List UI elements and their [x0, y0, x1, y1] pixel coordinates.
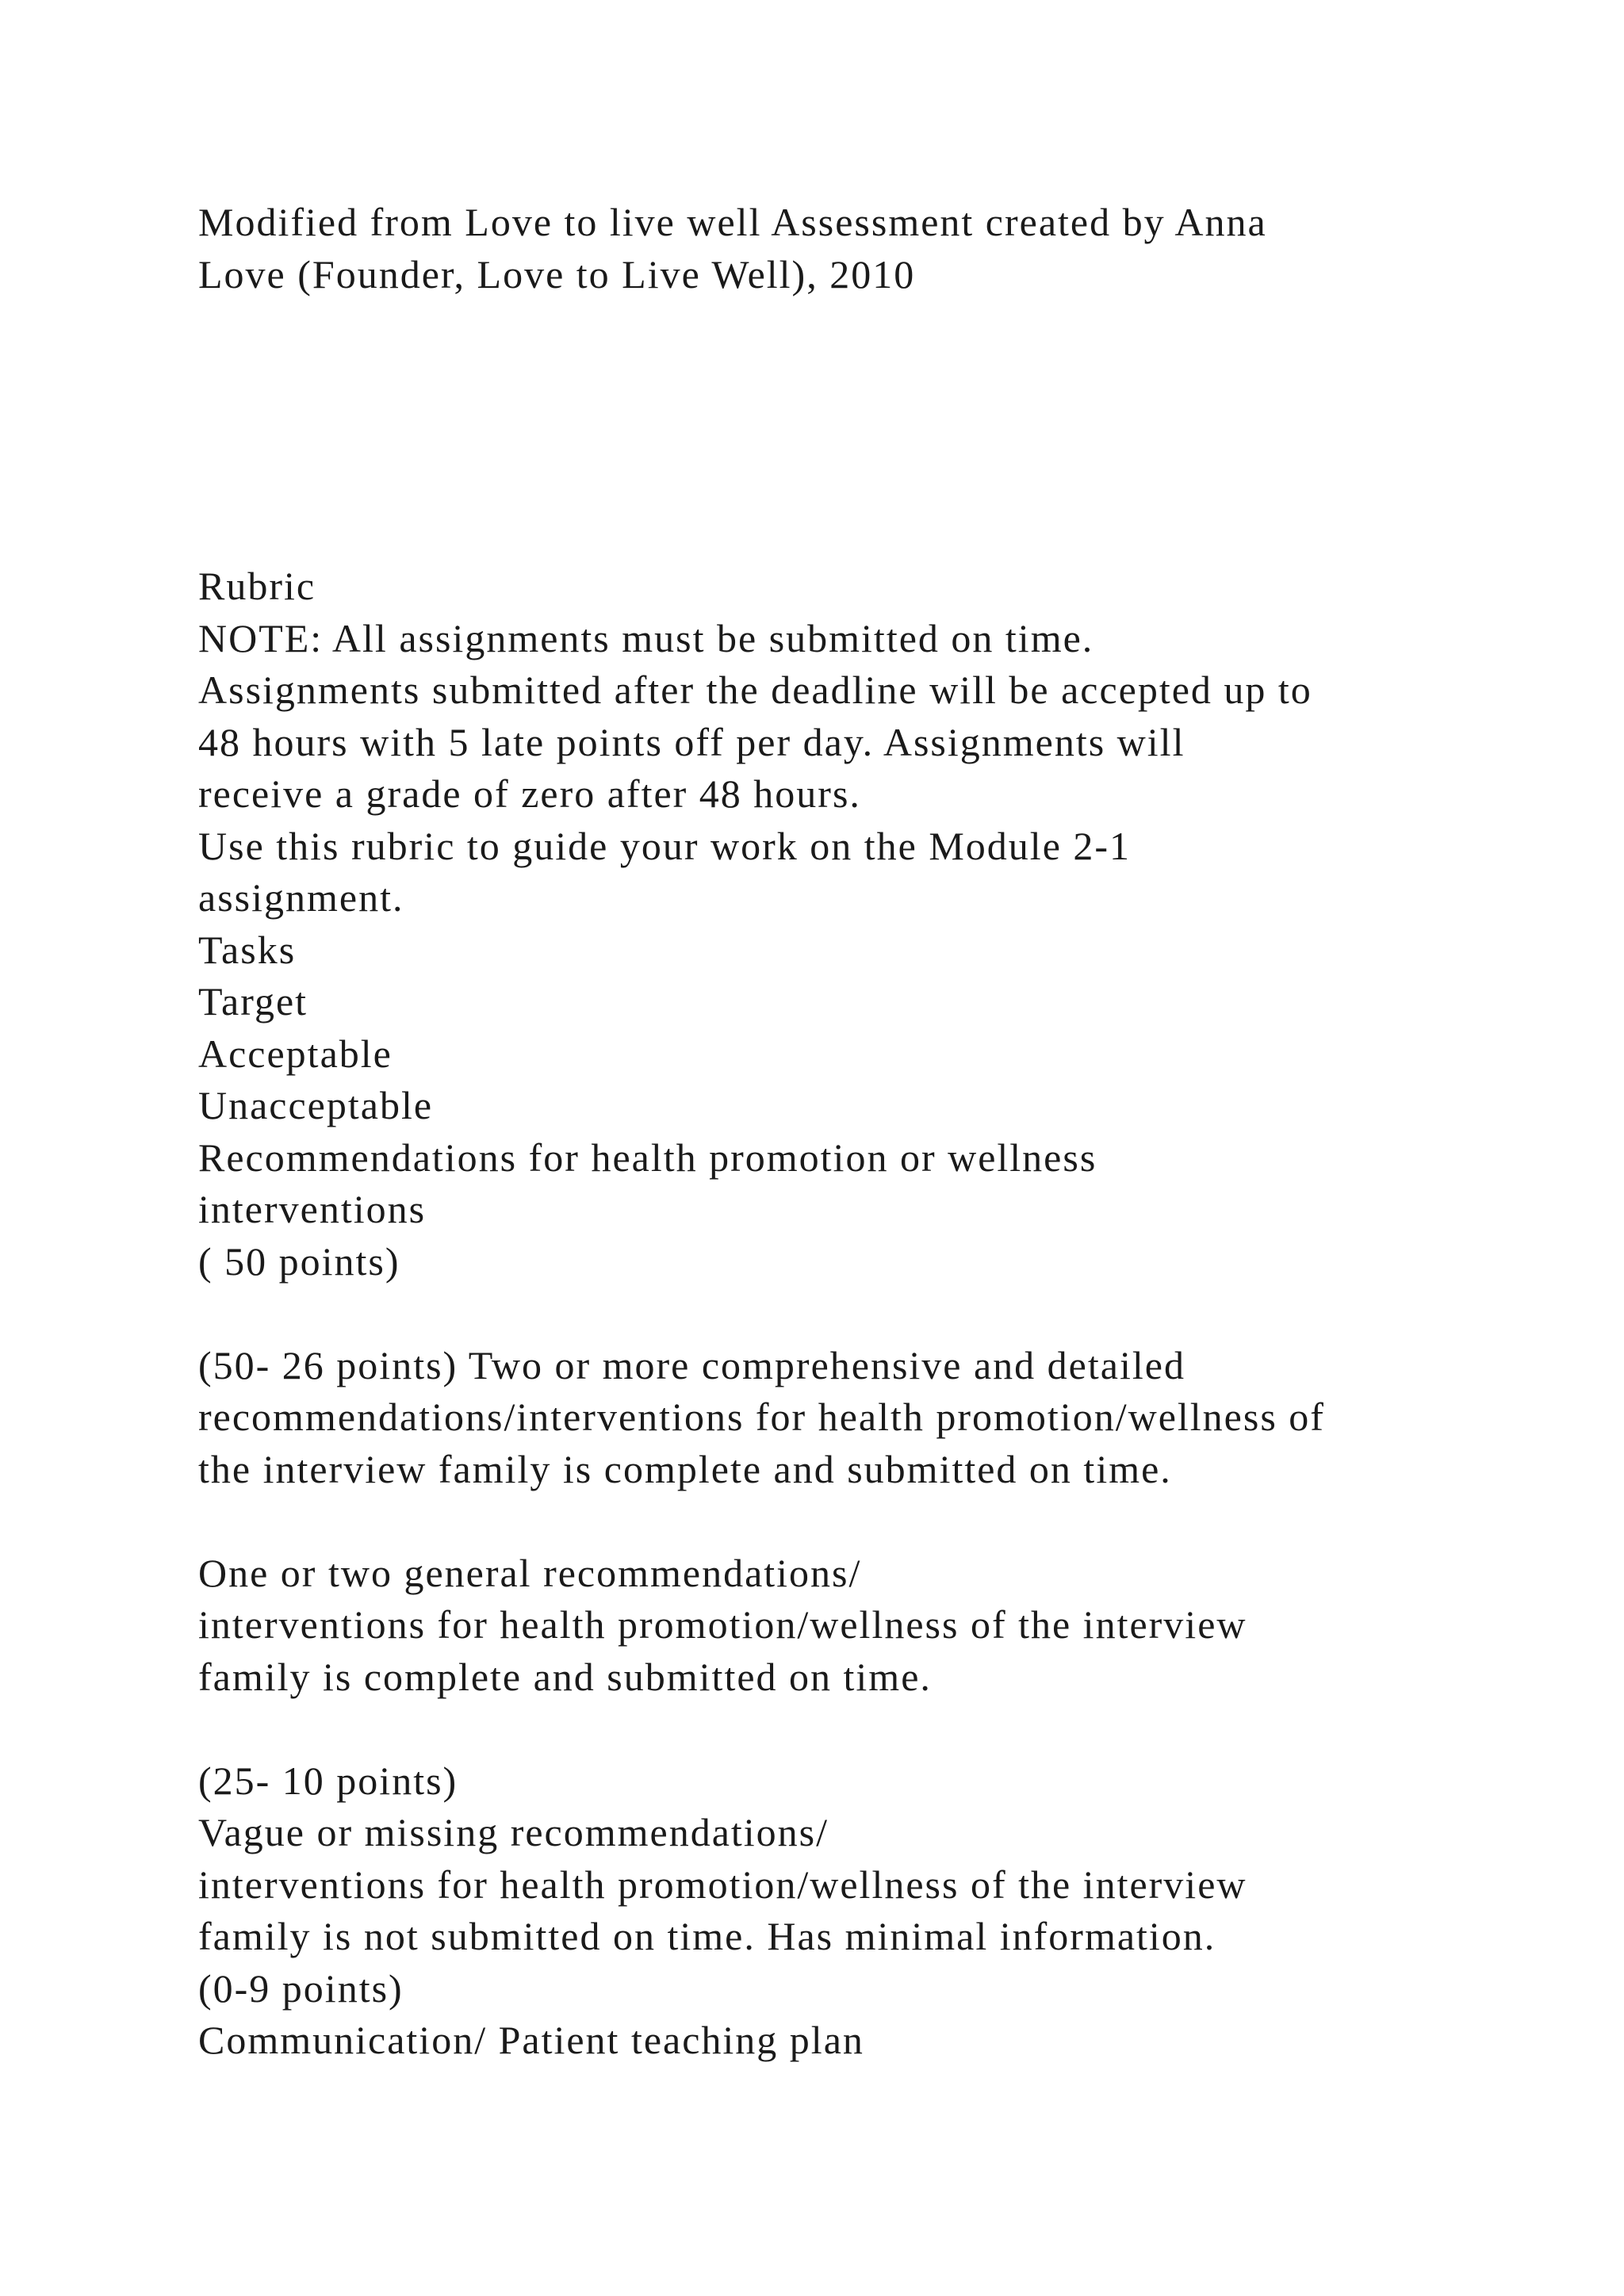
blank-line	[198, 1703, 1507, 1755]
acceptable-criteria: family is complete and submitted on time.	[198, 1654, 932, 1699]
attribution-line: Modified from Love to live well Assessment created by Anna	[198, 200, 1267, 244]
task-points: ( 50 points)	[198, 1238, 400, 1284]
rubric-section	[198, 561, 1507, 2067]
blank-line	[198, 1288, 1507, 1340]
late-policy-note: Assignments submitted after the deadline will be accepted up to	[198, 668, 1312, 712]
late-policy-note: 48 hours with 5 late points off per day. Assignments will	[198, 719, 1185, 764]
late-policy-note: receive a grade of zero after 48 hours.	[198, 771, 861, 816]
rubric-instructions: Use this rubric to guide your work on the Module 2-1	[198, 823, 1132, 868]
column-header-unacceptable: Unacceptable	[198, 1083, 434, 1127]
late-policy-note: NOTE: All assignments must be submitted on time.	[198, 615, 1094, 660]
target-criteria: (50- 26 points) Two or more comprehensive and detailed	[198, 1342, 1185, 1387]
unacceptable-criteria: interventions for health promotion/wellness of the interview	[198, 1862, 1247, 1907]
task-name: Communication/ Patient teaching plan	[198, 2018, 864, 2062]
task-name: Recommendations for health promotion or wellness	[198, 1135, 1097, 1180]
unacceptable-points: (0-9 points)	[198, 1965, 404, 2011]
acceptable-points: (25- 10 points)	[198, 1758, 458, 1803]
attribution-line: Love (Founder, Love to Live Well), 2010	[198, 251, 916, 297]
column-header-tasks: Tasks	[198, 927, 297, 972]
target-criteria: recommendations/interventions for health promotion/wellness of	[198, 1395, 1325, 1439]
blank-line	[198, 1495, 1507, 1548]
column-header-acceptable: Acceptable	[198, 1031, 393, 1076]
attribution-header	[198, 197, 1507, 300]
acceptable-criteria: interventions for health promotion/wellness of the interview	[198, 1602, 1247, 1647]
rubric-instructions: assignment.	[198, 875, 404, 920]
unacceptable-criteria: family is not submitted on time. Has minimal information.	[198, 1914, 1216, 1958]
target-criteria: the interview family is complete and submitted on time.	[198, 1446, 1172, 1491]
column-header-target: Target	[198, 979, 308, 1024]
unacceptable-criteria: Vague or missing recommendations/	[198, 1810, 829, 1854]
rubric-title: Rubric	[198, 564, 316, 608]
task-name: interventions	[198, 1187, 427, 1231]
acceptable-criteria: One or two general recommendations/	[198, 1550, 862, 1595]
